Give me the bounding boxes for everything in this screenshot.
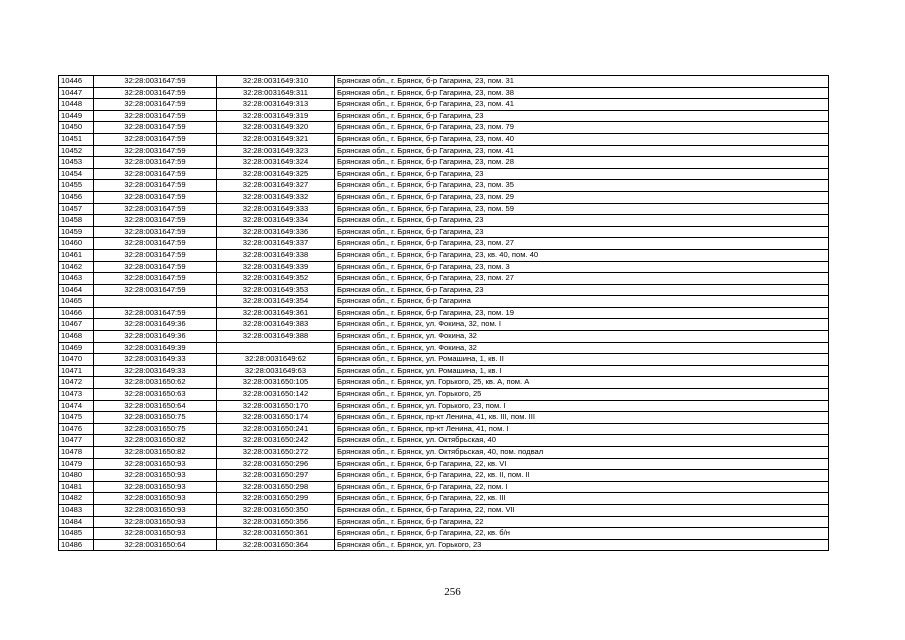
object-cadastral-number-cell: 32:28:0031649:353 — [217, 284, 335, 296]
object-cadastral-number-cell: 32:28:0031649:361 — [217, 307, 335, 319]
row-number-cell: 10477 — [59, 435, 94, 447]
table-row — [59, 516, 829, 528]
row-number-cell: 10455 — [59, 180, 94, 192]
table-row — [59, 307, 829, 319]
parcel-cadastral-number-cell: 32:28:0031647:59 — [94, 215, 217, 227]
table-row — [59, 122, 829, 134]
row-number-cell: 10471 — [59, 365, 94, 377]
parcel-cadastral-number-cell: 32:28:0031650:63 — [94, 389, 217, 401]
parcel-cadastral-number-cell: 32:28:0031647:59 — [94, 180, 217, 192]
parcel-cadastral-number-cell: 32:28:0031647:59 — [94, 238, 217, 250]
row-number-cell: 10470 — [59, 354, 94, 366]
row-number-cell: 10463 — [59, 273, 94, 285]
parcel-cadastral-number-cell: 32:28:0031649:36 — [94, 331, 217, 343]
address-cell: Брянская обл., г. Брянск, б-р Гагарина, 22, кв. III — [335, 493, 829, 505]
table-row — [59, 87, 829, 99]
table-row — [59, 76, 829, 88]
address-cell: Брянская обл., г. Брянск, ул. Горького, 25 — [335, 389, 829, 401]
row-number-cell: 10464 — [59, 284, 94, 296]
row-number-cell: 10480 — [59, 470, 94, 482]
address-cell: Брянская обл., г. Брянск, б-р Гагарина, 23, пом. 28 — [335, 157, 829, 169]
object-cadastral-number-cell: 32:28:0031649:383 — [217, 319, 335, 331]
address-cell: Брянская обл., г. Брянск, б-р Гагарина, 23, пом. 27 — [335, 273, 829, 285]
parcel-cadastral-number-cell: 32:28:0031647:59 — [94, 99, 217, 111]
table-row — [59, 226, 829, 238]
table-row — [59, 539, 829, 551]
row-number-cell: 10476 — [59, 423, 94, 435]
object-cadastral-number-cell: 32:28:0031649:320 — [217, 122, 335, 134]
row-number-cell: 10454 — [59, 168, 94, 180]
object-cadastral-number-cell: 32:28:0031650:356 — [217, 516, 335, 528]
object-cadastral-number-cell — [217, 342, 335, 354]
row-number-cell: 10475 — [59, 412, 94, 424]
row-number-cell: 10450 — [59, 122, 94, 134]
row-number-cell: 10482 — [59, 493, 94, 505]
object-cadastral-number-cell: 32:28:0031649:327 — [217, 180, 335, 192]
parcel-cadastral-number-cell: 32:28:0031647:59 — [94, 76, 217, 88]
object-cadastral-number-cell: 32:28:0031650:241 — [217, 423, 335, 435]
parcel-cadastral-number-cell: 32:28:0031650:62 — [94, 377, 217, 389]
row-number-cell: 10468 — [59, 331, 94, 343]
object-cadastral-number-cell: 32:28:0031649:336 — [217, 226, 335, 238]
address-cell: Брянская обл., г. Брянск, ул. Ромашина, 1, кв. II — [335, 354, 829, 366]
address-cell: Брянская обл., г. Брянск, б-р Гагарина, 23, пом. 59 — [335, 203, 829, 215]
row-number-cell: 10453 — [59, 157, 94, 169]
table-row — [59, 273, 829, 285]
parcel-cadastral-number-cell: 32:28:0031647:59 — [94, 284, 217, 296]
row-number-cell: 10460 — [59, 238, 94, 250]
object-cadastral-number-cell: 32:28:0031650:170 — [217, 400, 335, 412]
parcel-cadastral-number-cell: 32:28:0031650:93 — [94, 504, 217, 516]
address-cell: Брянская обл., г. Брянск, б-р Гагарина, 23, пом. 79 — [335, 122, 829, 134]
table-row — [59, 99, 829, 111]
table-row — [59, 389, 829, 401]
parcel-cadastral-number-cell: 32:28:0031650:93 — [94, 470, 217, 482]
parcel-cadastral-number-cell: 32:28:0031650:82 — [94, 447, 217, 459]
object-cadastral-number-cell: 32:28:0031649:325 — [217, 168, 335, 180]
row-number-cell: 10474 — [59, 400, 94, 412]
address-cell: Брянская обл., г. Брянск, б-р Гагарина, 23, пом. 40 — [335, 133, 829, 145]
address-cell: Брянская обл., г. Брянск, ул. Октябрьская, 40, пом. подвал — [335, 447, 829, 459]
address-cell: Брянская обл., г. Брянск, ул. Ромашина, 1, кв. I — [335, 365, 829, 377]
row-number-cell: 10479 — [59, 458, 94, 470]
object-cadastral-number-cell: 32:28:0031650:297 — [217, 470, 335, 482]
parcel-cadastral-number-cell: 32:28:0031650:82 — [94, 435, 217, 447]
parcel-cadastral-number-cell: 32:28:0031647:59 — [94, 133, 217, 145]
address-cell: Брянская обл., г. Брянск, б-р Гагарина, 23, пом. 41 — [335, 145, 829, 157]
row-number-cell: 10459 — [59, 226, 94, 238]
row-number-cell: 10469 — [59, 342, 94, 354]
address-cell: Брянская обл., г. Брянск, ул. Горького, 23, пом. I — [335, 400, 829, 412]
address-cell: Брянская обл., г. Брянск, ул. Фокина, 32 — [335, 342, 829, 354]
address-cell: Брянская обл., г. Брянск, б-р Гагарина, 22, кв. VI — [335, 458, 829, 470]
address-cell: Брянская обл., г. Брянск, б-р Гагарина, 23, пом. 31 — [335, 76, 829, 88]
table-row — [59, 284, 829, 296]
table-row — [59, 133, 829, 145]
row-number-cell: 10461 — [59, 249, 94, 261]
parcel-cadastral-number-cell: 32:28:0031650:93 — [94, 528, 217, 540]
table-row — [59, 400, 829, 412]
address-cell: Брянская обл., г. Брянск, б-р Гагарина, 23, пом. 41 — [335, 99, 829, 111]
parcel-cadastral-number-cell: 32:28:0031650:64 — [94, 400, 217, 412]
row-number-cell: 10485 — [59, 528, 94, 540]
object-cadastral-number-cell: 32:28:0031649:334 — [217, 215, 335, 227]
table-row — [59, 215, 829, 227]
address-cell: Брянская обл., г. Брянск, пр-кт Ленина, 41, пом. I — [335, 423, 829, 435]
row-number-cell: 10486 — [59, 539, 94, 551]
row-number-cell: 10458 — [59, 215, 94, 227]
table-row — [59, 110, 829, 122]
row-number-cell: 10472 — [59, 377, 94, 389]
table-row — [59, 145, 829, 157]
address-cell: Брянская обл., г. Брянск, б-р Гагарина, 23, пом. 29 — [335, 191, 829, 203]
parcel-cadastral-number-cell: 32:28:0031647:59 — [94, 168, 217, 180]
parcel-cadastral-number-cell — [94, 296, 217, 308]
table-row — [59, 354, 829, 366]
object-cadastral-number-cell: 32:28:0031649:388 — [217, 331, 335, 343]
parcel-cadastral-number-cell: 32:28:0031647:59 — [94, 145, 217, 157]
object-cadastral-number-cell: 32:28:0031650:299 — [217, 493, 335, 505]
table-row — [59, 365, 829, 377]
parcel-cadastral-number-cell: 32:28:0031650:93 — [94, 481, 217, 493]
table-row — [59, 296, 829, 308]
object-cadastral-number-cell: 32:28:0031650:296 — [217, 458, 335, 470]
row-number-cell: 10452 — [59, 145, 94, 157]
object-cadastral-number-cell: 32:28:0031649:352 — [217, 273, 335, 285]
parcel-cadastral-number-cell: 32:28:0031649:33 — [94, 365, 217, 377]
object-cadastral-number-cell: 32:28:0031649:62 — [217, 354, 335, 366]
address-cell: Брянская обл., г. Брянск, ул. Октябрьская, 40 — [335, 435, 829, 447]
parcel-cadastral-number-cell: 32:28:0031647:59 — [94, 122, 217, 134]
parcel-cadastral-number-cell: 32:28:0031650:93 — [94, 493, 217, 505]
row-number-cell: 10446 — [59, 76, 94, 88]
table-row — [59, 528, 829, 540]
table-row — [59, 504, 829, 516]
address-cell: Брянская обл., г. Брянск, б-р Гагарина, 23 — [335, 284, 829, 296]
parcel-cadastral-number-cell: 32:28:0031647:59 — [94, 261, 217, 273]
address-cell: Брянская обл., г. Брянск, б-р Гагарина, 23 — [335, 226, 829, 238]
row-number-cell: 10448 — [59, 99, 94, 111]
table-row — [59, 238, 829, 250]
table-row — [59, 447, 829, 459]
address-cell: Брянская обл., г. Брянск, б-р Гагарина, 22, кв. б/н — [335, 528, 829, 540]
object-cadastral-number-cell: 32:28:0031650:105 — [217, 377, 335, 389]
table-row — [59, 458, 829, 470]
address-cell: Брянская обл., г. Брянск, б-р Гагарина, 22, пом. I — [335, 481, 829, 493]
parcel-cadastral-number-cell: 32:28:0031647:59 — [94, 110, 217, 122]
registry-table — [58, 75, 829, 551]
table-row — [59, 435, 829, 447]
address-cell: Брянская обл., г. Брянск, б-р Гагарина, 23, кв. 40, пом. 40 — [335, 249, 829, 261]
parcel-cadastral-number-cell: 32:28:0031647:59 — [94, 191, 217, 203]
object-cadastral-number-cell: 32:28:0031649:324 — [217, 157, 335, 169]
object-cadastral-number-cell: 32:28:0031649:321 — [217, 133, 335, 145]
address-cell: Брянская обл., г. Брянск, б-р Гагарина, 22, кв. II, пом. II — [335, 470, 829, 482]
address-cell: Брянская обл., г. Брянск, ул. Фокина, 32 — [335, 331, 829, 343]
parcel-cadastral-number-cell: 32:28:0031649:33 — [94, 354, 217, 366]
row-number-cell: 10449 — [59, 110, 94, 122]
object-cadastral-number-cell: 32:28:0031649:313 — [217, 99, 335, 111]
row-number-cell: 10462 — [59, 261, 94, 273]
object-cadastral-number-cell: 32:28:0031650:174 — [217, 412, 335, 424]
parcel-cadastral-number-cell: 32:28:0031649:39 — [94, 342, 217, 354]
parcel-cadastral-number-cell: 32:28:0031647:59 — [94, 273, 217, 285]
object-cadastral-number-cell: 32:28:0031650:361 — [217, 528, 335, 540]
page-number: 256 — [444, 586, 461, 598]
table-row — [59, 157, 829, 169]
table-row — [59, 331, 829, 343]
address-cell: Брянская обл., г. Брянск, б-р Гагарина, 23 — [335, 110, 829, 122]
parcel-cadastral-number-cell: 32:28:0031650:93 — [94, 516, 217, 528]
object-cadastral-number-cell: 32:28:0031649:354 — [217, 296, 335, 308]
registry-table-body — [59, 76, 829, 551]
object-cadastral-number-cell: 32:28:0031649:338 — [217, 249, 335, 261]
object-cadastral-number-cell: 32:28:0031649:323 — [217, 145, 335, 157]
object-cadastral-number-cell: 32:28:0031650:364 — [217, 539, 335, 551]
address-cell: Брянская обл., г. Брянск, пр-кт Ленина, 41, кв. III, пом. III — [335, 412, 829, 424]
parcel-cadastral-number-cell: 32:28:0031649:36 — [94, 319, 217, 331]
object-cadastral-number-cell: 32:28:0031650:350 — [217, 504, 335, 516]
table-row — [59, 493, 829, 505]
object-cadastral-number-cell: 32:28:0031650:298 — [217, 481, 335, 493]
object-cadastral-number-cell: 32:28:0031649:332 — [217, 191, 335, 203]
parcel-cadastral-number-cell: 32:28:0031650:64 — [94, 539, 217, 551]
address-cell: Брянская обл., г. Брянск, б-р Гагарина, 23 — [335, 168, 829, 180]
row-number-cell: 10483 — [59, 504, 94, 516]
table-row — [59, 191, 829, 203]
address-cell: Брянская обл., г. Брянск, б-р Гагарина, 23, пом. 27 — [335, 238, 829, 250]
parcel-cadastral-number-cell: 32:28:0031647:59 — [94, 226, 217, 238]
parcel-cadastral-number-cell: 32:28:0031650:75 — [94, 423, 217, 435]
table-row — [59, 180, 829, 192]
table-row — [59, 203, 829, 215]
address-cell: Брянская обл., г. Брянск, б-р Гагарина, 23, пом. 35 — [335, 180, 829, 192]
address-cell: Брянская обл., г. Брянск, б-р Гагарина, 23, пом. 38 — [335, 87, 829, 99]
address-cell: Брянская обл., г. Брянск, ул. Фокина, 32, пом. I — [335, 319, 829, 331]
row-number-cell: 10457 — [59, 203, 94, 215]
address-cell: Брянская обл., г. Брянск, б-р Гагарина, 22 — [335, 516, 829, 528]
parcel-cadastral-number-cell: 32:28:0031647:59 — [94, 249, 217, 261]
row-number-cell: 10484 — [59, 516, 94, 528]
row-number-cell: 10466 — [59, 307, 94, 319]
row-number-cell: 10451 — [59, 133, 94, 145]
row-number-cell: 10465 — [59, 296, 94, 308]
object-cadastral-number-cell: 32:28:0031649:319 — [217, 110, 335, 122]
parcel-cadastral-number-cell: 32:28:0031647:59 — [94, 203, 217, 215]
table-row — [59, 481, 829, 493]
table-row — [59, 412, 829, 424]
row-number-cell: 10481 — [59, 481, 94, 493]
row-number-cell: 10447 — [59, 87, 94, 99]
object-cadastral-number-cell: 32:28:0031649:310 — [217, 76, 335, 88]
address-cell: Брянская обл., г. Брянск, б-р Гагарина, 23 — [335, 215, 829, 227]
address-cell: Брянская обл., г. Брянск, ул. Горького, 23 — [335, 539, 829, 551]
object-cadastral-number-cell: 32:28:0031650:242 — [217, 435, 335, 447]
table-row — [59, 168, 829, 180]
parcel-cadastral-number-cell: 32:28:0031647:59 — [94, 307, 217, 319]
object-cadastral-number-cell: 32:28:0031649:333 — [217, 203, 335, 215]
address-cell: Брянская обл., г. Брянск, б-р Гагарина, 23, пом. 3 — [335, 261, 829, 273]
table-row — [59, 423, 829, 435]
object-cadastral-number-cell: 32:28:0031649:63 — [217, 365, 335, 377]
table-row — [59, 261, 829, 273]
object-cadastral-number-cell: 32:28:0031649:339 — [217, 261, 335, 273]
object-cadastral-number-cell: 32:28:0031650:272 — [217, 447, 335, 459]
row-number-cell: 10456 — [59, 191, 94, 203]
parcel-cadastral-number-cell: 32:28:0031647:59 — [94, 157, 217, 169]
address-cell: Брянская обл., г. Брянск, б-р Гагарина — [335, 296, 829, 308]
row-number-cell: 10478 — [59, 447, 94, 459]
table-row — [59, 342, 829, 354]
address-cell: Брянская обл., г. Брянск, б-р Гагарина, 23, пом. 19 — [335, 307, 829, 319]
row-number-cell: 10473 — [59, 389, 94, 401]
parcel-cadastral-number-cell: 32:28:0031650:93 — [94, 458, 217, 470]
address-cell: Брянская обл., г. Брянск, б-р Гагарина, 22, пом. VII — [335, 504, 829, 516]
parcel-cadastral-number-cell: 32:28:0031650:75 — [94, 412, 217, 424]
table-row — [59, 377, 829, 389]
object-cadastral-number-cell: 32:28:0031649:337 — [217, 238, 335, 250]
object-cadastral-number-cell: 32:28:0031650:142 — [217, 389, 335, 401]
parcel-cadastral-number-cell: 32:28:0031647:59 — [94, 87, 217, 99]
object-cadastral-number-cell: 32:28:0031649:311 — [217, 87, 335, 99]
address-cell: Брянская обл., г. Брянск, ул. Горького, 25, кв. А, пом. А — [335, 377, 829, 389]
row-number-cell: 10467 — [59, 319, 94, 331]
table-row — [59, 470, 829, 482]
table-row — [59, 249, 829, 261]
table-row — [59, 319, 829, 331]
